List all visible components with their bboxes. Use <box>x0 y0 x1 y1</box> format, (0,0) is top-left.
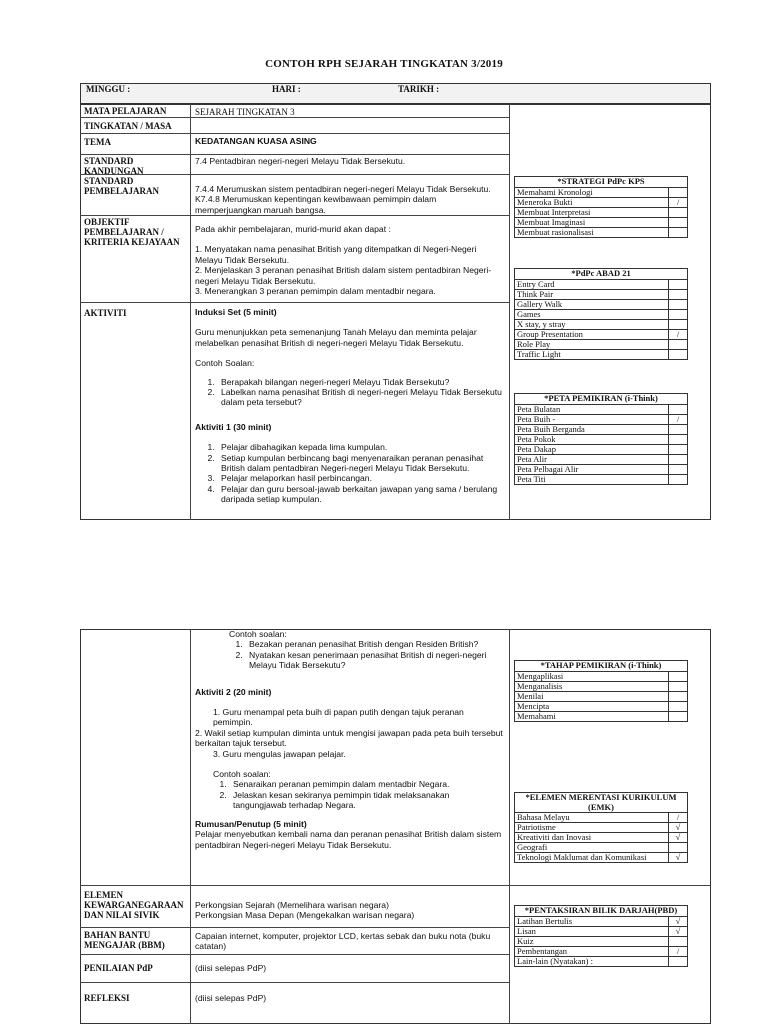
soalan2-item: 2. Jelaskan kesan sekiranya pemimpin tidak melaksanakan tangungjawab terhadap Negara. <box>229 790 505 811</box>
aktiviti1-step: 3. Pelajar melaporkan hasil perbincangan. <box>217 473 505 483</box>
checklist-label: Mengaplikasi <box>515 671 669 681</box>
checklist-label: Think Pair <box>515 289 669 299</box>
checklist-label: Gallery Walk <box>515 299 669 309</box>
standard-pembelajaran-label: STANDARD PEMBELAJARAN <box>84 176 160 196</box>
checklist-label: Latihan Bertulis <box>515 916 669 926</box>
checklist-mark <box>669 474 688 484</box>
pdpc-abad21-table <box>514 268 688 360</box>
checklist-mark <box>669 349 688 359</box>
checklist-mark <box>669 464 688 474</box>
checklist-label: Menganalisis <box>515 681 669 691</box>
checklist-mark <box>669 279 688 289</box>
aktiviti1-step: 4. Pelajar dan guru bersoal-jawab berkaitan jawapan yang sama / berulang daripada setiap kumpulan. <box>217 484 505 505</box>
objektif-value: Pada akhir pembelajaran, murid-murid akan dapat : 1. Menyatakan nama penasihat British yang ditempatkan di Negeri-Negeri Melayu Tidak Bersekutu. 2. Menjelaskan 3 peranan penasihat British dalam sistem pentadbiran Negeri-negeri Melayu Tidak Bersekutu. 3. Menerangkan 3 peranan pemimpin dalam mentadbir negara. <box>195 224 492 297</box>
checklist-label: Games <box>515 309 669 319</box>
checklist-row <box>515 299 688 309</box>
bahan-label: BAHAN BANTU MENGAJAR (BBM) <box>84 930 165 950</box>
checklist-row <box>515 454 688 464</box>
checklist-label: Lain-lain (Nyatakan) : <box>515 956 669 966</box>
refleksi-value: (diisi selepas PdP) <box>195 993 267 1003</box>
checklist-row <box>515 681 688 691</box>
emk-title: *ELEMEN MERENTASI KURIKULUM (EMK) <box>515 793 688 813</box>
peta-pemikiran-table <box>514 393 688 485</box>
checklist-label: Pembentangan <box>515 946 669 956</box>
checklist-mark <box>669 299 688 309</box>
checklist-label: X stay, y stray <box>515 319 669 329</box>
checklist-row <box>515 227 688 237</box>
standard-pembelajaran-value: 7.4.4 Merumuskan sistem pentadbiran negeri-negeri Melayu Tidak Bersekutu. K7.4.8 Merumuskan kepentingan kewibawaan pemimpin dalam memperjuangkan maruah bangsa. <box>195 184 491 215</box>
checklist-label: Traffic Light <box>515 349 669 359</box>
checklist-row <box>515 956 688 966</box>
checklist-row <box>515 711 688 721</box>
checklist-label: Membuat rasionalisasi <box>515 227 669 237</box>
peta-pemikiran-title: *PETA PEMIKIRAN (i-Think) <box>515 394 688 405</box>
tingkatan-label: TINGKATAN / MASA <box>84 121 172 131</box>
checklist-mark <box>669 843 688 853</box>
checklist-label: Geografi <box>515 843 669 853</box>
minggu-label: MINGGU : <box>86 84 131 94</box>
checklist-mark: √ <box>669 833 688 843</box>
checklist-mark: / <box>669 946 688 956</box>
checklist-row <box>515 339 688 349</box>
checklist-mark: / <box>669 329 688 339</box>
checklist-mark <box>669 217 688 227</box>
checklist-label: Peta Alir <box>515 454 669 464</box>
checklist-mark: √ <box>669 916 688 926</box>
soalan-item: 1. Berapakah bilangan negeri-negeri Melayu Tidak Bersekutu? <box>217 377 505 387</box>
checklist-label: Peta Bulatan <box>515 404 669 414</box>
checklist-label: Entry Card <box>515 279 669 289</box>
checklist-label: Lisan <box>515 926 669 936</box>
checklist-row <box>515 424 688 434</box>
checklist-label: Peta Pelbagai Alir <box>515 464 669 474</box>
pdpc-abad21-title: *PdPc ABAD 21 <box>515 269 688 280</box>
checklist-row <box>515 823 688 833</box>
checklist-row <box>515 207 688 217</box>
pbd-table <box>514 905 688 967</box>
checklist-row <box>515 279 688 289</box>
checklist-label: Peta Pokok <box>515 434 669 444</box>
checklist-row <box>515 701 688 711</box>
checklist-mark <box>669 434 688 444</box>
checklist-mark <box>669 424 688 434</box>
checklist-row <box>515 916 688 926</box>
checklist-row <box>515 474 688 484</box>
checklist-mark <box>669 711 688 721</box>
checklist-row <box>515 404 688 414</box>
checklist-mark: √ <box>669 853 688 863</box>
checklist-mark <box>669 701 688 711</box>
penilaian-label: PENILAIAN PdP <box>84 963 153 973</box>
checklist-mark <box>669 404 688 414</box>
refleksi-label: REFLEKSI <box>84 993 130 1003</box>
checklist-mark <box>669 289 688 299</box>
pbd-title: *PENTAKSIRAN BILIK DARJAH(PBD) <box>515 906 688 917</box>
checklist-row <box>515 434 688 444</box>
checklist-row <box>515 444 688 454</box>
checklist-mark: √ <box>669 823 688 833</box>
checklist-label: Kreativiti dan Inovasi <box>515 833 669 843</box>
checklist-label: Bahasa Melayu <box>515 813 669 823</box>
checklist-mark <box>669 339 688 349</box>
penilaian-value: (diisi selepas PdP) <box>195 963 267 973</box>
checklist-label: Membuat Interpretasi <box>515 207 669 217</box>
aktiviti-label: AKTIVITI <box>84 308 127 318</box>
mata-pelajaran-value: SEJARAH TINGKATAN 3 <box>195 107 295 117</box>
soalan-top-item: 2. Nyatakan kesan penerimaan penasihat British di negeri-negeri Melayu Tidak Bersekutu? <box>245 650 505 671</box>
tahap-pemikiran-table <box>514 660 688 722</box>
checklist-mark: / <box>669 813 688 823</box>
soalan2-item: 1. Senaraikan peranan pemimpin dalam mentadbir Negara. <box>229 779 505 789</box>
checklist-label: Teknologi Maklumat dan Komunikasi <box>515 853 669 863</box>
mata-pelajaran-label: MATA PELAJARAN <box>84 106 167 116</box>
checklist-label: Patriotisme <box>515 823 669 833</box>
soalan-top-item: 1. Bezakan peranan penasihat British dengan Residen British? <box>245 639 505 649</box>
checklist-mark <box>669 309 688 319</box>
checklist-mark <box>669 681 688 691</box>
checklist-mark <box>669 936 688 946</box>
soalan-item: 2. Labelkan nama penasihat British di negeri-negeri Melayu Tidak Bersekutu dalam peta tersebut? <box>217 387 505 408</box>
checklist-mark <box>669 207 688 217</box>
checklist-row <box>515 187 688 197</box>
checklist-mark: / <box>669 197 688 207</box>
checklist-row <box>515 946 688 956</box>
checklist-mark: / <box>669 414 688 424</box>
checklist-label: Peta Titi <box>515 474 669 484</box>
checklist-row <box>515 926 688 936</box>
checklist-label: Peta Dakap <box>515 444 669 454</box>
checklist-row <box>515 329 688 339</box>
tarikh-label: TARIKH : <box>398 84 440 94</box>
checklist-row <box>515 843 688 853</box>
checklist-label: Peta Buih Berganda <box>515 424 669 434</box>
aktiviti1-step: 1. Pelajar dibahagikan kepada lima kumpulan. <box>217 442 505 452</box>
aktiviti-content: Induksi Set (5 minit) Guru menunjukkan peta semenanjung Tanah Melayu dan meminta pelajar melabelkan penasihat British di negeri-negeri Melayu Tidak Bersekutu. Contoh Soalan: 1. Berapakah bilangan negeri-negeri Melayu Tidak Bersekutu? 2. Labelkan nama penasihat British di negeri-negeri Melayu Tidak Bersekutu dalam peta tersebut? Aktiviti 1 (30 minit) 1. Pelajar dibahagikan kepada lima kumpulan. 2. Setiap kumpulan berbincang bagi menyenaraikan peranan penasihat British dalam pentadbiran Negeri-negeri Melayu Tidak Bersekutu. 3. Pelajar melaporkan hasil perbincangan. 4. Pelajar dan guru bersoal-jawab berkaitan jawapan yang sama / berulang daripada setiap kumpulan. <box>195 307 505 505</box>
checklist-row <box>515 833 688 843</box>
checklist-label: Role Play <box>515 339 669 349</box>
checklist-row <box>515 813 688 823</box>
checklist-mark <box>669 691 688 701</box>
checklist-label: Membuat Imaginasi <box>515 217 669 227</box>
bahan-value: Capaian internet, komputer, projektor LCD, kertas sebak dan buku nota (buku catatan) <box>195 931 491 952</box>
checklist-row <box>515 349 688 359</box>
elemen-label: ELEMEN KEWARGANEGARAAN DAN NILAI SIVIK <box>84 890 184 920</box>
checklist-label: Meneroka Bukti <box>515 197 669 207</box>
checklist-row <box>515 217 688 227</box>
checklist-row <box>515 309 688 319</box>
checklist-row <box>515 464 688 474</box>
checklist-row <box>515 414 688 424</box>
checklist-mark <box>669 227 688 237</box>
checklist-label: Peta Buih - <box>515 414 669 424</box>
standard-kandungan-label: STANDARD KANDUNGAN <box>84 156 144 176</box>
checklist-mark <box>669 454 688 464</box>
hari-label: HARI : <box>272 84 301 94</box>
emk-table <box>514 792 688 863</box>
checklist-mark <box>669 319 688 329</box>
checklist-label: Group Presentation <box>515 329 669 339</box>
tema-value: KEDATANGAN KUASA ASING <box>195 136 317 146</box>
checklist-label: Memahami <box>515 711 669 721</box>
checklist-mark <box>669 444 688 454</box>
checklist-label: Mencipta <box>515 701 669 711</box>
aktiviti1-step: 2. Setiap kumpulan berbincang bagi menyenaraikan peranan penasihat British dalam pentadbiran Negeri-negeri Melayu Tidak Bersekutu. <box>217 453 505 474</box>
checklist-mark: √ <box>669 926 688 936</box>
strategi-kps-title: *STRATEGI PdPc KPS <box>515 177 688 188</box>
tahap-pemikiran-title: *TAHAP PEMIKIRAN (i-Think) <box>515 661 688 672</box>
checklist-row <box>515 936 688 946</box>
checklist-row <box>515 319 688 329</box>
standard-kandungan-value: 7.4 Pentadbiran negeri-negeri Melayu Tidak Bersekutu. <box>195 156 406 166</box>
header-row <box>80 83 711 104</box>
objektif-label: OBJEKTIF PEMBELAJARAN / KRITERIA KEJAYAAN <box>84 217 180 247</box>
checklist-label: Memahami Kronologi <box>515 187 669 197</box>
tema-label: TEMA <box>84 137 111 147</box>
elemen-value: Perkongsian Sejarah (Memelihara warisan negara) Perkongsian Masa Depan (Mengekalkan warisan negara) <box>195 900 415 921</box>
checklist-row <box>515 671 688 681</box>
checklist-row <box>515 289 688 299</box>
checklist-label: Kuiz <box>515 936 669 946</box>
checklist-row <box>515 853 688 863</box>
checklist-row <box>515 691 688 701</box>
checklist-mark <box>669 187 688 197</box>
strategi-kps-table <box>514 176 688 238</box>
checklist-label: Menilai <box>515 691 669 701</box>
checklist-mark <box>669 956 688 966</box>
aktiviti-content-page2: Contoh soalan: 1. Bezakan peranan penasihat British dengan Residen British? 2. Nyatakan kesan penerimaan penasihat British di negeri-negeri Melayu Tidak Bersekutu? Aktiviti 2 (20 minit) 1. Guru menampal peta buih di papan putih dengan tajuk peranan pemimpin. 2. Wakil setiap kumpulan diminta untuk mengisi jawapan pada peta buih tersebut berkaitan tajuk tersebut. 3. Guru mengulas jawapan pelajar. Contoh soalan: 1. Senaraikan peranan pemimpin dalam mentadbir Negara. 2. Jelaskan kesan sekiranya pemimpin tidak melaksanakan tangungjawab terhadap Negara. Rumusan/Penutup (5 minit) Pelajar menyebutkan kembali nama dan peranan penasihat British dalam sistem pentadbiran Negeri-negeri Melayu Tidak Bersekutu. <box>195 629 505 850</box>
document-title: CONTOH RPH SEJARAH TINGKATAN 3/2019 <box>265 58 503 70</box>
checklist-mark <box>669 671 688 681</box>
checklist-row <box>515 197 688 207</box>
